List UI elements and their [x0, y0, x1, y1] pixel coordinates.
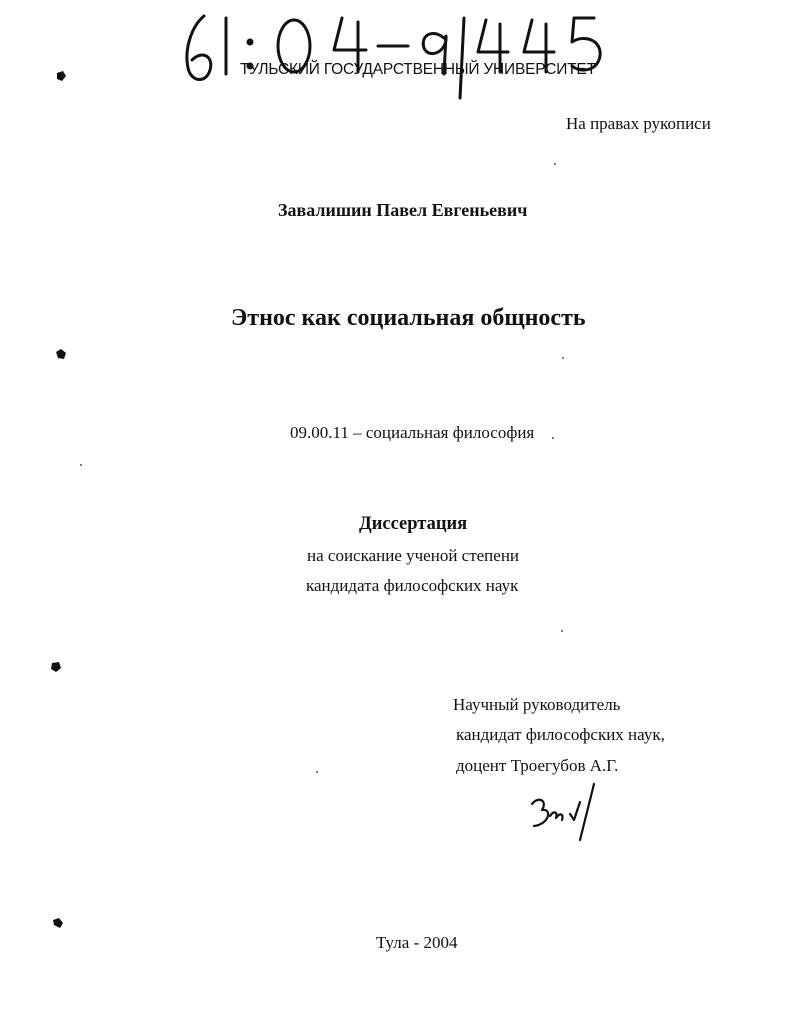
degree-line-1: на соискание ученой степени [307, 546, 520, 565]
binding-hole-mark [55, 70, 67, 82]
scan-speck [554, 163, 556, 165]
supervisor-name: доцент Троегубов А.Г. [456, 756, 619, 775]
dissertation-title: Этнос как социальная общность [231, 305, 586, 331]
scan-speck [316, 771, 318, 773]
supervisor-degree: кандидат философских наук, [456, 725, 665, 744]
scan-speck [561, 630, 563, 632]
supervisor-signature [524, 780, 604, 844]
binding-hole-mark [55, 348, 67, 360]
specialty-code: 09.00.11 – социальная философия [290, 423, 535, 442]
degree-line-2: кандидата философских наук [306, 576, 519, 595]
scan-speck [552, 437, 554, 439]
handwritten-code [182, 8, 622, 100]
supervisor-label: Научный руководитель [453, 695, 621, 714]
university-name: ТУЛЬСКИЙ ГОСУДАРСТВЕННЫЙ УНИВЕРСИТЕТ [240, 61, 596, 78]
city-year: Тула - 2004 [376, 933, 458, 952]
binding-hole-mark [50, 661, 62, 673]
scan-speck [80, 464, 82, 466]
author-name: Завалишин Павел Евгеньевич [278, 200, 528, 220]
document-type: Диссертация [359, 514, 468, 534]
rights-note: На правах рукописи [566, 114, 711, 133]
binding-hole-mark [52, 917, 64, 929]
scan-speck [562, 357, 564, 359]
